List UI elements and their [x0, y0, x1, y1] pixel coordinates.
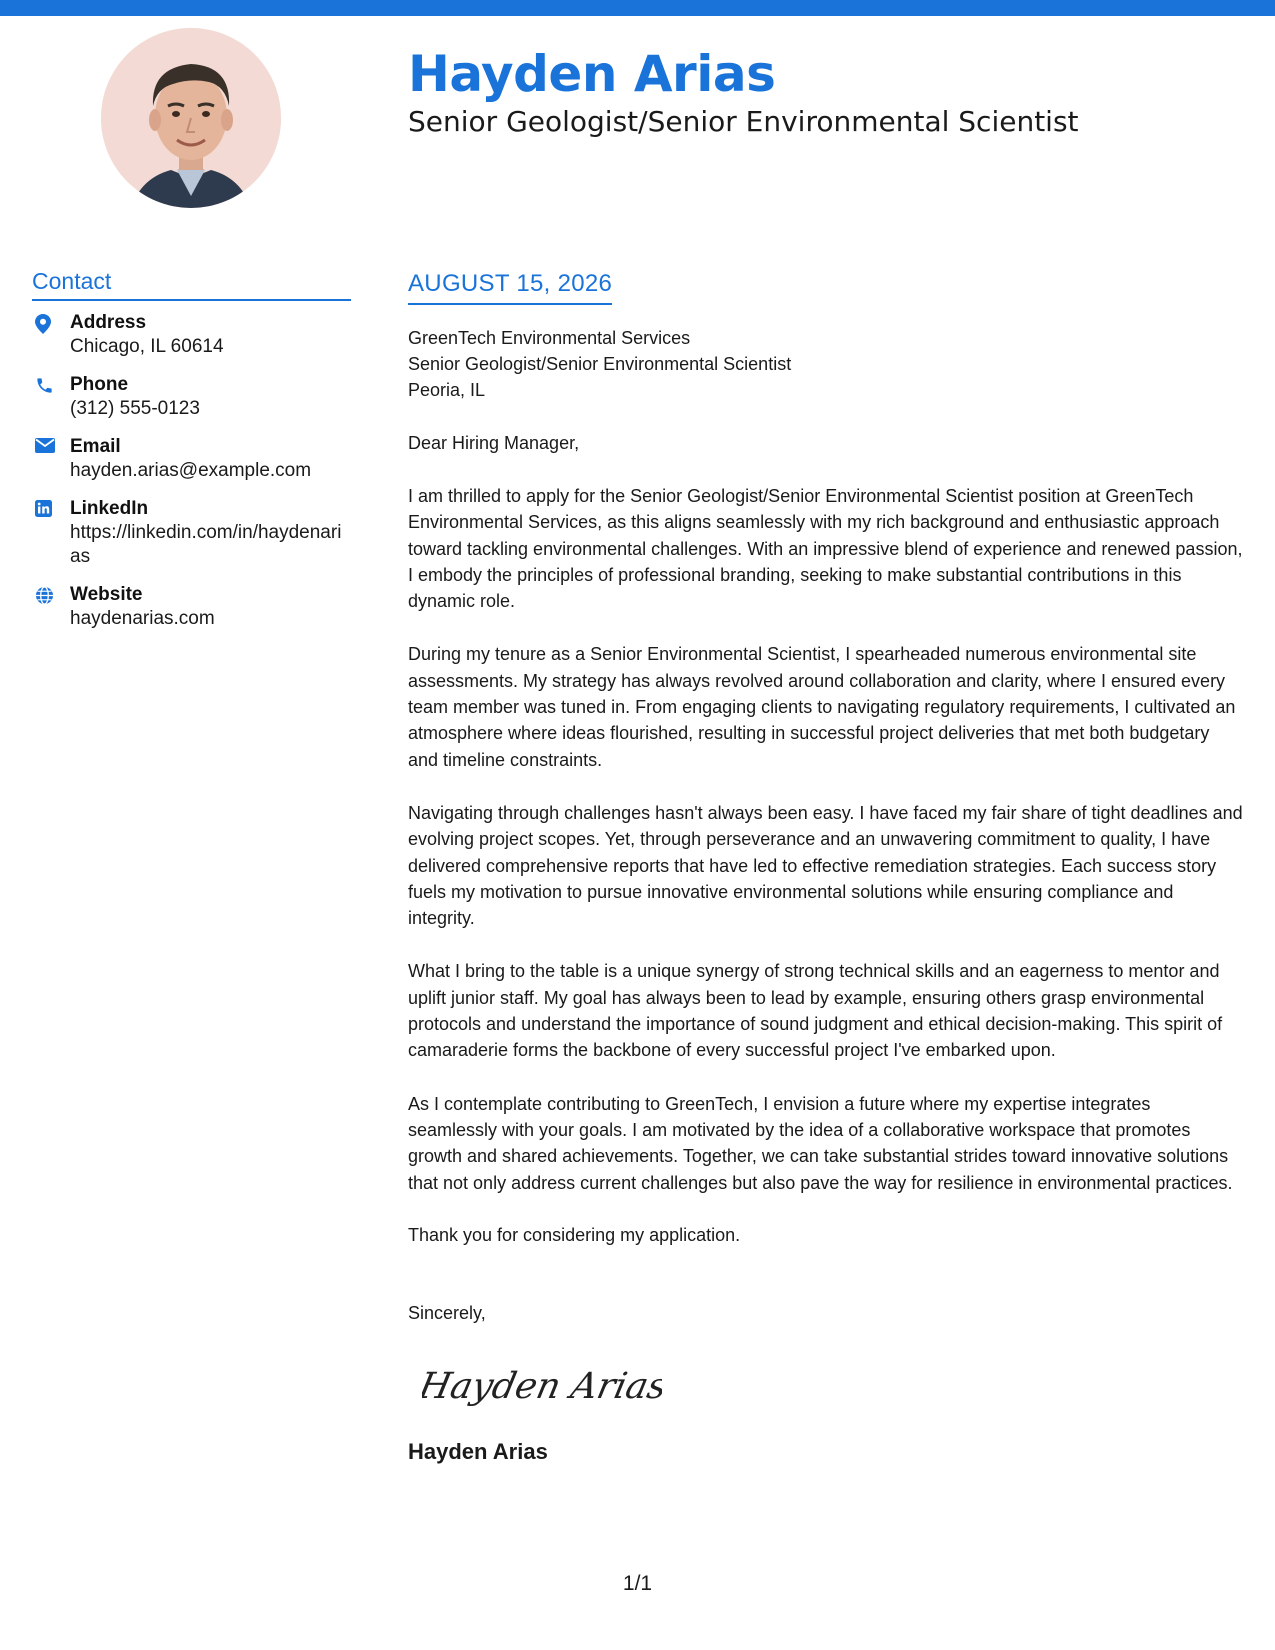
handwritten-signature: [422, 1356, 1243, 1416]
contact-item-address: [32, 311, 351, 359]
top-accent-bar: [0, 0, 1275, 16]
page-indicator: 1/1: [622, 1572, 653, 1595]
contact-sidebar: [32, 266, 351, 645]
recipient-block: [408, 325, 1243, 403]
recipient-company: GreenTech Environmental Services: [408, 328, 691, 348]
letter-paragraph: As I contemplate contributing to GreenTech, I envision a future where my expertise integrates seamlessly with your goals. I am motivated by the idea of a collaborative workspace that promotes growth and shared achievements. Together, we can take substantial strides toward innovative solutions that not only address current challenges but also pave the way for resilience in environmental practices.: [408, 1093, 1233, 1193]
contact-item-phone: [32, 373, 351, 421]
contact-label: Phone: [70, 374, 129, 395]
signer-name: Hayden Arias: [408, 1438, 548, 1464]
contact-label: Address: [70, 312, 147, 333]
phone-value: (312) 555-0123: [70, 398, 200, 419]
linkedin-icon: [32, 497, 70, 517]
letter-paragraph: During my tenure as a Senior Environmental Scientist, I spearheaded numerous environmental site assessments. My strategy has always revolved around collaboration and clarity, where I ensured every team member was tuned in. From engaging clients to navigating regulatory requirements, I cultivated an atmosphere where ideas flourished, resulting in successful project deliveries that met both budgetary and timeline constraints.: [408, 644, 1236, 770]
contact-heading: Contact: [32, 266, 351, 301]
contact-item-website: [32, 583, 351, 631]
letter-paragraph: Navigating through challenges hasn't always been easy. I have faced my fair share of tight deadlines and evolving project scopes. Yet, through perseverance and an unwavering commitment to quality, I have delivered comprehensive reports that have led to effective remediation strategies. Each success story fuels my motivation to pursue innovative environmental solutions while ensuring compliance and integrity.: [408, 802, 1243, 929]
email-value[interactable]: hayden.arias@example.com: [70, 460, 312, 481]
phone-icon: [32, 373, 70, 395]
location-pin-icon: [32, 311, 70, 334]
header: [408, 44, 1238, 140]
letter-paragraph: I am thrilled to apply for the Senior Geologist/Senior Environmental Scientist position at GreenTech Environmental Services, as this aligns seamlessly with my rich background and enthusiastic approach toward tackling environmental challenges. With an impressive blend of experience and renewed passion, I embody the principles of professional branding, seeking to make substantial contributions in this dynamic role.: [408, 486, 1243, 612]
closing-thanks: Thank you for considering my application.: [408, 1224, 741, 1245]
contact-label: LinkedIn: [70, 498, 149, 519]
letter-body: [408, 268, 1243, 1466]
globe-icon: [32, 583, 70, 605]
contact-label: Email: [70, 436, 121, 457]
contact-item-email: [32, 435, 351, 483]
svg-text:Hayden Arias: Hayden Arias: [422, 1364, 662, 1407]
contact-item-linkedin: [32, 497, 351, 569]
recipient-location: Peoria, IL: [408, 380, 486, 400]
letter-date: AUGUST 15, 2026: [408, 268, 612, 305]
profile-photo: [101, 28, 281, 208]
salutation: Dear Hiring Manager,: [408, 433, 580, 453]
recipient-position: Senior Geologist/Senior Environmental Scientist: [408, 354, 792, 374]
contact-label: Website: [70, 584, 143, 605]
website-value[interactable]: haydenarias.com: [70, 608, 215, 629]
linkedin-value[interactable]: https://linkedin.com/in/haydenarias: [70, 522, 342, 567]
letter-paragraph: What I bring to the table is a unique synergy of strong technical skills and an eagerness to mentor and uplift junior staff. My goal has always been to lead by example, ensuring others grasp environmental protocols and understand the importance of sound judgment and ethical decision-making. This spirit of camaraderie forms the backbone of every successful project I've embarked upon.: [408, 961, 1223, 1061]
envelope-icon: [32, 435, 70, 453]
address-value: Chicago, IL 60614: [70, 336, 224, 357]
candidate-title: Senior Geologist/Senior Environmental Scientist: [408, 105, 1079, 138]
candidate-name: Hayden Arias: [408, 45, 776, 103]
signoff: Sincerely,: [408, 1302, 486, 1323]
